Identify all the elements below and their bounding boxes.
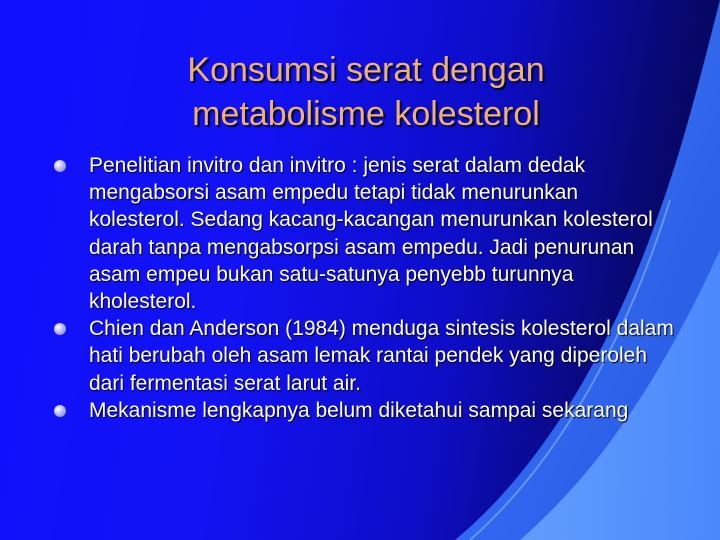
bullet-text: Penelitian invitro dan invitro : jenis serat dalam dedak mengabsorsi asam empedu tetapi tidak menurunkan kolesterol. Sedang kacang-kacangan menurunkan kolesterol darah tanpa mengabsorpsi asam empedu. Jadi penurunan asam empeu bukan satu-satunya penyebb turunnya kholesterol. (89, 154, 653, 314)
bullet-item (54, 397, 674, 424)
bullet-dot-icon (54, 160, 66, 172)
bullet-list (54, 152, 674, 424)
bullet-dot-icon (54, 405, 66, 417)
title-line-2: metabolisme kolesterol (192, 95, 540, 133)
bullet-text: Mekanisme lengkapnya belum diketahui sampai sekarang (89, 398, 629, 422)
bullet-item (54, 152, 674, 315)
bullet-item (54, 315, 674, 397)
bullet-dot-icon (54, 323, 66, 335)
bullet-text: Chien dan Anderson (1984) menduga sintesis kolesterol dalam hati berubah oleh asam lemak rantai pendek yang diperoleh dari fermentasi serat larut air. (89, 317, 674, 395)
title-line-1: Konsumsi serat dengan (187, 51, 545, 89)
slide-title (96, 48, 636, 136)
